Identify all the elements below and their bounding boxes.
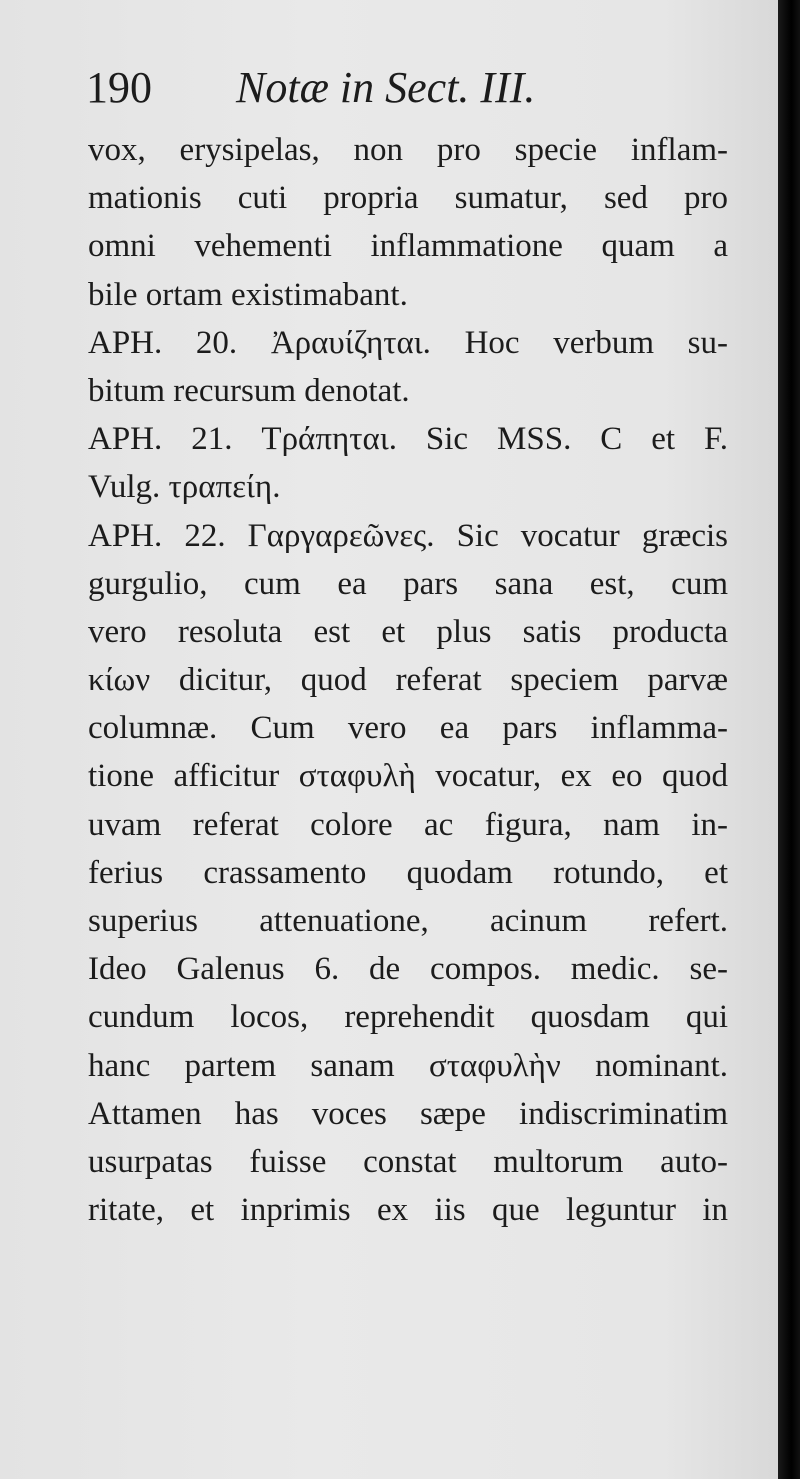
text-line: mationis cuti propria sumatur, sed pro <box>88 180 728 217</box>
text-line: bile ortam existimabant. <box>88 276 408 313</box>
text-line: usurpatas fuisse constat multorum auto- <box>88 1143 728 1180</box>
text-body <box>88 126 728 1234</box>
book-spine-shadow <box>778 0 800 1479</box>
text-line: Attamen has voces sæpe indiscriminatim <box>88 1095 728 1132</box>
text-line: tione afficitur σταφυλὴ vocatur, ex eo quod <box>88 758 728 795</box>
text-line: hanc partem sanam σταφυλὴν nominant. <box>88 1047 728 1084</box>
text-line: vox, erysipelas, non pro specie inflam- <box>88 132 728 168</box>
text-line: columnæ. Cum vero ea pars inflamma- <box>88 710 728 747</box>
page-number: 190 <box>86 63 152 112</box>
text-line: Vulg. τραπείη. <box>88 469 281 506</box>
text-line: ferius crassamento quodam rotundo, et <box>88 854 728 891</box>
text-line: bitum recursum denotat. <box>88 372 410 409</box>
running-header <box>86 62 736 122</box>
text-line: APH. 20. Ἀραυίζηται. Hoc verbum su- <box>88 324 728 361</box>
text-line: ritate, et inprimis ex iis que leguntur in <box>88 1192 728 1229</box>
text-line: Ideo Galenus 6. de compos. medic. se- <box>88 951 728 988</box>
text-line: gurgulio, cum ea pars sana est, cum <box>88 565 728 602</box>
text-line: vero resoluta est et plus satis producta <box>88 613 728 650</box>
running-title: Notæ in Sect. III. <box>236 63 536 112</box>
text-line: cundum locos, reprehendit quosdam qui <box>88 999 728 1036</box>
text-line: superius attenuatione, acinum refert. <box>88 903 728 939</box>
text-line: κίων dicitur, quod referat speciem parvæ <box>88 662 728 699</box>
text-line: APH. 21. Τράπηται. Sic MSS. C et F. <box>88 421 728 458</box>
text-line: omni vehementi inflammatione quam a <box>88 228 728 265</box>
text-line: APH. 22. Γαργαρεῶνες. Sic vocatur græcis <box>88 517 728 554</box>
text-line: uvam referat colore ac figura, nam in- <box>88 806 728 843</box>
